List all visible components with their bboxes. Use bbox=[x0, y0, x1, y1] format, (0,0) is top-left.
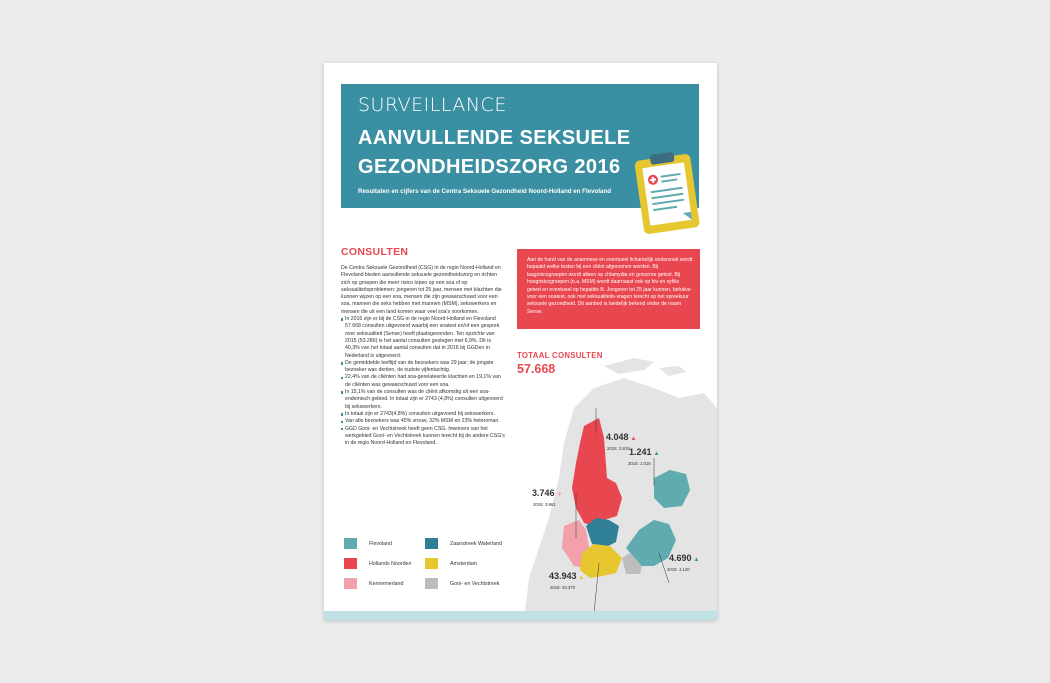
stat-flevoland: 4.690 ▲ bbox=[669, 553, 700, 563]
list-item: In totaal zijn er 2743(4,8%) consulten uitgevoerd bij sekswerkers. bbox=[341, 411, 505, 418]
clipboard-icon bbox=[633, 149, 701, 237]
legend-item-amsterdam: Amsterdam bbox=[425, 558, 477, 569]
map-wadden-islands bbox=[604, 358, 686, 376]
map-legend bbox=[341, 533, 521, 593]
intro-paragraph: De Centra Seksuele Gezondheid (CSG) in de regio Noord-Holland en Flevoland bieden aanvullende seksuele gezondheidszorg en richten zich op groepen die meer risico lopen op een soa of op seksualiteitsproblemen: jongeren tot 25 jaar, mensen met klachten die kunnen wijzen op een soa, mensen die zijn gewaarschuwd voor een soa, mannen die seks hebben met mannen (MSM), sekswerkers en mensen die uit een land komen waar veel soa's voorkomen. bbox=[341, 265, 502, 315]
trend-up-icon: ▲ bbox=[630, 436, 637, 442]
bullet-list bbox=[341, 316, 505, 447]
trend-up-icon: ▲ bbox=[578, 575, 585, 581]
list-item: In 15,1% van de consulten was de cliënt afkomstig uit een soa-endemisch gebied. In totaal zijn er 2743 (4,8%) consulten uitgevoerd bij sekswerkers. bbox=[341, 389, 505, 411]
header-eyebrow: SURVEILLANCE bbox=[358, 94, 507, 116]
stat-kennemerland-prev: 2015: 3.961 bbox=[533, 502, 556, 507]
section-title: CONSULTEN bbox=[341, 246, 409, 258]
trend-up-icon: ▲ bbox=[693, 557, 700, 563]
list-item: Van alle bezoekers was 45% vrouw, 32% MSM en 23% heteroman. bbox=[341, 418, 505, 425]
legend-item-zaanstreek-waterland: Zaanstreek Waterland bbox=[425, 538, 502, 549]
total-consultations-value: 57.668 bbox=[517, 362, 556, 376]
footer-bar bbox=[324, 611, 717, 620]
legend-item-hollands-noorden: Hollands Noorden bbox=[344, 558, 411, 569]
legend-swatch bbox=[344, 558, 357, 569]
stat-flevoland-prev: 2015: 4.120 bbox=[667, 567, 690, 572]
info-box-text: Aan de hand van de anamnese en eventueel lichamelijk onderzoek wordt bepaald welke testen bij een cliënt afgenomen worden. Bij laagrisicogroepen wordt alleen op chlamydia en gonorroe getest. Bij hoogrisicogroepen (o.a. MSM) wordt daarnaast ook op hiv en syfilis getest en eventueel op hepatitis B. Jongeren tot 25 jaar kunnen, behalve voor een soatest, ook met seksualiteits-vragen terecht op het spreekuur seksuele gezondheid. Dit aanbod is landelijk bekend onder de naam Sense. bbox=[527, 257, 693, 315]
legend-swatch bbox=[425, 538, 438, 549]
stat-flevoland-north: 1.241 ▲ bbox=[629, 447, 660, 457]
stat-kennemerland: 3.746 ▼ bbox=[532, 488, 563, 498]
list-item: In 2016 zijn er bij de CSG in de regio Noord-Holland en Flevoland 57.668 consulten uitgevoerd waarbij een soatest en/of een gesprek over seksualiteit (Sense) heeft plaatsgevonden. Ten opzichte van 2015 (53.286) is het aantal consulten gestegen met 6,9%. Dit is 40,3% van het totaal aantal consulten dat in 2016 bij GGDen in Nederland is uitgevoerd. bbox=[341, 316, 505, 360]
legend-item-kennemerland: Kennemerland bbox=[344, 578, 403, 589]
trend-up-icon: ▲ bbox=[653, 451, 660, 457]
trend-down-icon: ▼ bbox=[556, 492, 563, 498]
page-title: AANVULLENDE SEKSUELE GEZONDHEIDSZORG 2016 bbox=[358, 127, 631, 178]
legend-swatch bbox=[344, 538, 357, 549]
total-consultations-label: TOTAAL CONSULTEN bbox=[517, 351, 603, 360]
legend-swatch bbox=[344, 578, 357, 589]
document-page bbox=[324, 63, 717, 620]
header-subtitle: Resultaten en cijfers van de Centra Seksuele Gezondheid Noord-Holland en Flevoland bbox=[358, 188, 612, 195]
legend-item-gooi-en-vechtstreek: Gooi- en Vechtstreek bbox=[425, 578, 499, 589]
legend-swatch bbox=[425, 578, 438, 589]
stat-flevoland-north-prev: 2015: 1.016 bbox=[628, 461, 651, 466]
info-box bbox=[517, 249, 700, 329]
legend-swatch bbox=[425, 558, 438, 569]
list-item: De gemiddelde leeftijd van de bezoekers was 29 jaar; de jongste bezoeker was dertien, de oudste vijfentachtig. bbox=[341, 360, 505, 375]
stat-amsterdam: 43.943 ▲ bbox=[549, 571, 585, 581]
body-text bbox=[341, 265, 505, 447]
stat-amsterdam-prev: 2015: 40.370 bbox=[550, 585, 576, 590]
region-map bbox=[504, 348, 717, 620]
list-item: GGD Gooi- en Vechtstreek heeft geen CSG. Inwoners van het werkgebied Gooi- en Vechtstreek kunnen terecht bij de andere CSG's in de regio Noord-Holland en Flevoland. bbox=[341, 426, 505, 448]
stat-hollands-noorden-prev: 2015: 3.819 bbox=[607, 446, 630, 451]
legend-item-flevoland: Flevoland bbox=[344, 538, 392, 549]
list-item: 22,4% van de cliënten had soa-gerelateerde klachten en 19,1% van de cliënten was gewaarschuwd voor een soa. bbox=[341, 374, 505, 389]
stat-hollands-noorden: 4.048 ▲ bbox=[606, 432, 637, 442]
